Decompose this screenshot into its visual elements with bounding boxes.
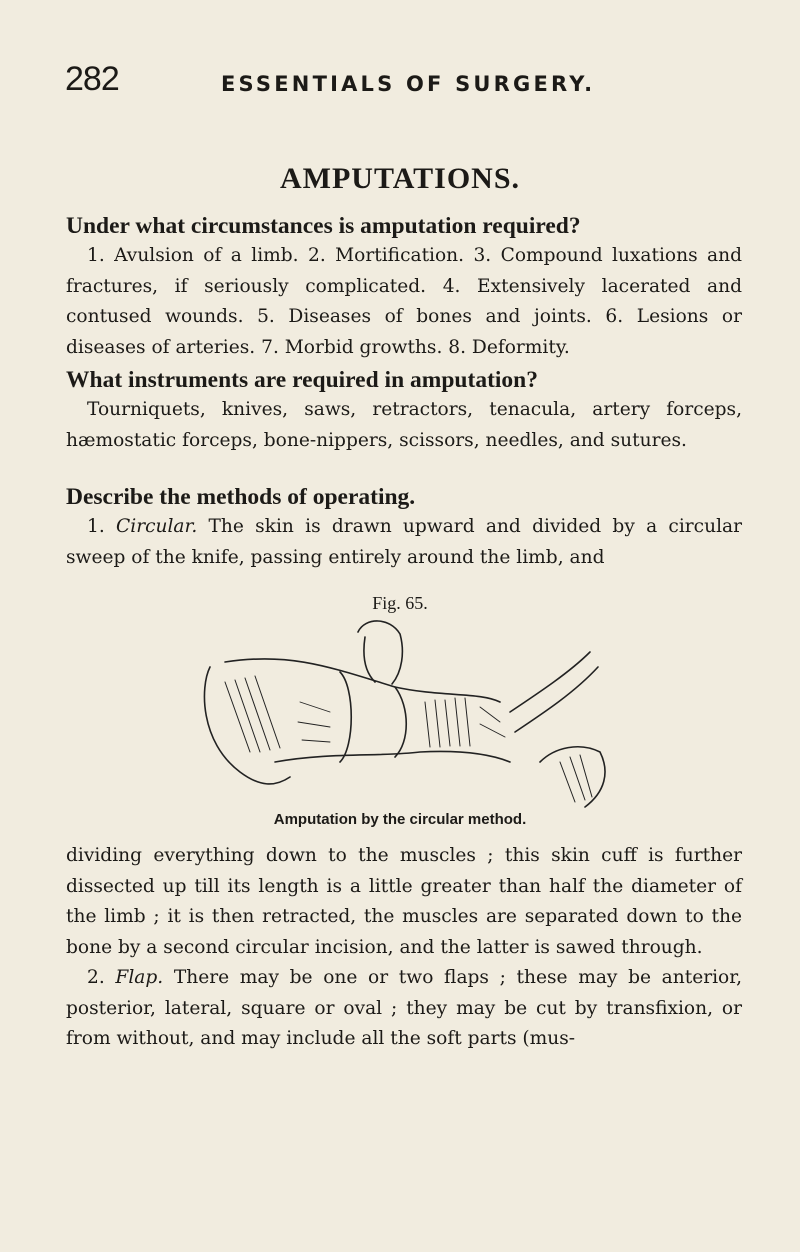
section-title: AMPUTATIONS. (279, 162, 521, 195)
continuation-block (66, 841, 742, 1055)
limb-lower-edge (275, 751, 510, 762)
question-2: What instruments are required in amputation? (66, 367, 538, 393)
running-head (65, 60, 745, 100)
hatching-right (560, 755, 592, 802)
circular-term: Circular. (116, 516, 198, 537)
circular-text: The skin is drawn upward and divided by a circular sweep of the knife, passing entirely around the limb, and (66, 516, 742, 568)
page-number: 282 (65, 60, 119, 98)
retracting-hand (540, 747, 605, 807)
running-title: ESSENTIALS OF SURGERY. (221, 72, 596, 96)
question-3: Describe the methods of operating. (66, 484, 416, 510)
figure-caption: Amputation by the circular method. (273, 811, 527, 828)
shading-strokes (298, 702, 505, 742)
question-block-2 (66, 365, 742, 456)
circular-number: 1. (87, 516, 105, 537)
question-block-3 (66, 482, 742, 573)
circular-method-paragraph (66, 512, 742, 573)
skin-cuff (340, 672, 351, 762)
amputation-illustration (180, 612, 640, 812)
figure-label: Fig. 65. (372, 593, 428, 613)
flap-term: Flap. (115, 967, 164, 988)
hatching-left (225, 676, 280, 752)
hand-holding (358, 621, 402, 684)
question-block-1 (66, 211, 742, 363)
hatching-mid (425, 698, 470, 747)
knife-arm (510, 652, 598, 732)
flap-method-paragraph (66, 963, 742, 1055)
limb-upper-edge (225, 659, 500, 702)
answer-2: Tourniquets, knives, saws, retractors, tenacula, artery forceps, hæmostatic forceps, bone-nippers, scissors, needles, and sutures. (66, 399, 742, 451)
question-1: Under what circumstances is amputation required? (66, 213, 581, 239)
continuation-paragraph: dividing everything down to the muscles ; this skin cuff is further dissected up till its length is a little greater than half the diameter of the limb ; it is then retracted, the muscles are separated down to the bone by a second circular incision, and the latter is sawed through. (66, 845, 742, 958)
flap-number: 2. (87, 967, 105, 988)
answer-1: 1. Avulsion of a limb. 2. Mortification. 3. Compound luxations and fractures, if seriously complicated. 4. Extensively lacerated and contused wounds. 5. Diseases of bones and joints. 6. Lesions or diseases of arteries. 7. Morbid growths. 8. Deformity. (66, 245, 742, 358)
muscle-section (395, 687, 406, 757)
flap-text: There may be one or two flaps ; these may be anterior, posterior, lateral, square or oval ; they may be cut by transfixion, or from without, and may include all the soft parts (mus- (66, 967, 742, 1049)
